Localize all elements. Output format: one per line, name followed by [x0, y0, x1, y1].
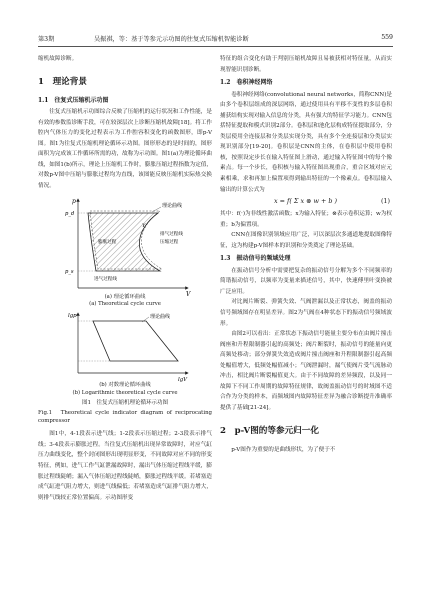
- page-header: [38, 34, 393, 46]
- figure-1: [38, 193, 212, 425]
- subcaption-a-cn: (a) 理论循环曲线: [104, 294, 146, 301]
- plot-a-ps: p_s: [65, 269, 74, 276]
- intro-tail: 缩机故障诊断。: [38, 56, 78, 62]
- paragraph-cnn: 卷积神经网络(convolutional neural networks，简称CNN)是由多个卷积层组成的深层网络，通过使用具有平移不变性的多层卷积捕获结构实现对输入信息的分类，具有强大的特征学习能力。CNN包括特征提取和模式识别2部分。卷积层和池化层构成特征提取部分，分类层使用全连接层和分类层实现分类，具有多个全连接层和分类层实现识别部分[19-20]。卷积层是CNN的主体，在卷积层中使用卷积核，按照设定步长在输入特征图上滑动，通过输入特征图中的每个像素点。每一个步长，卷积核与输入特征图出现重合，重合区域对应元素相乘，求和再加上偏置项得到输出特征的一个像素点。卷积层输入输出的计算公式为: [220, 91, 392, 193]
- plot-a-p-label: p: [72, 198, 76, 206]
- subsection-1-2-heading: 1.2 卷积神经网络: [220, 79, 273, 87]
- paragraph-formula-symbols: 其中：f(·)为非线性激活函数；x为输入特征；⊗表示卷积运算；w为权重；b为偏置项。: [220, 211, 392, 228]
- plot-b-theory-label: 理论曲线: [150, 314, 171, 321]
- issue-number: 第3期: [38, 36, 55, 43]
- figure-1-caption-cn: 图1 往复式压缩机理论循环示功图: [81, 400, 168, 407]
- subcaption-b-en: (b) Logarithmic theoretical cycle curve: [72, 390, 178, 397]
- paragraph-vibration-analysis: 由图2可以看出：正常状态下振动信号能量主要分布在由阀片撞击阀座和升程限制器引起的高频处；阀片断裂时，振动信号的能量向更高频处移动；部分弹簧失效造成阀片撞击阀座和升程限制器引起高频处幅值增大，低频处幅值减小；气阀泄漏时，漏气使阀片受气流脉动冲击，相比阀片断裂幅值更大。由于不同故障的差异频段，以及同一故障下不同工作周期的故障特征规律，故阀盖振动信号的时域图不适合作为分类的样本，而频域图内故障特征差异为融合诊断提升准确率提供了基础[21-24]。: [220, 331, 392, 411]
- plot-a-curve-y: Y: [142, 223, 146, 230]
- plot-a-pd: p_d: [65, 211, 75, 218]
- figure-1-plots: [38, 193, 212, 385]
- paragraph-continuation: 特征的组合变化有助于判别压缩机故障且易被获相对特征量，从而实现智能识别诊断。: [220, 56, 392, 73]
- plot-a-ideal-label: 理论曲线: [162, 203, 183, 210]
- paragraph-cnn-application: CNN在图像识别领域应用广泛，可以深层次多通道地提取图像特征，这为构建p-V图样本的识别和分类奠定了理论基础。: [220, 232, 392, 249]
- header-rule: [38, 46, 393, 47]
- subsection-1-3-heading: 1.3 振动信号的频域处理: [220, 255, 291, 263]
- figure-1-caption-en: Fig.1 Theoretical cycle indicator diagram of reciprocating compressor: [38, 409, 212, 425]
- plot-a-discharge-label: 排气过程线: [160, 232, 183, 238]
- paragraph-fault-curves: 图1中，4-1段表示进气线；1-2段表示压缩过程；2-3段表示排气线；3-4段表示膨胀过程。当往复式压缩机出现异常故障时，对应气缸压力曲线变化，整个封闭图形出现明显形变，不同故障对应不同的形变特征，例如，进气工作气缸泄漏故障时，漏出气体压缩过程线平缓，膨胀过程线陡峭；漏入气体压缩过程线陡峭，膨胀过程线平缓。若堵塞造成气缸进气阻力增大，则进气线偏低；若堵塞造成气缸排气阻力增大，则排气线较正常位置偏高。示功图形变: [38, 431, 212, 501]
- paragraph-vibration-intro: 在振动信号分析中需要把复杂的振动信号分解为多个不同频率的简谐振动信号，以频率为变量来描述信号，其中，快速傅里叶变换被广泛应用。: [220, 267, 392, 295]
- plot-a-expand-label: 膨胀过程: [98, 240, 117, 246]
- paragraph-vibration-states: 对比阀片断裂、弹簧失效、气阀泄漏以及正常状态，阀盖的振动信号频域图存在明显差异。图2为气阀在4种状态下的振动信号频域波形。: [220, 299, 392, 327]
- right-column: [220, 54, 392, 455]
- subcaption-b-cn: (b) 对数理论循环曲线: [99, 382, 151, 389]
- running-title: 吴振祺，等：基于等参元示功图的往复式压缩机智能诊断: [94, 36, 249, 43]
- equation-1: [220, 195, 392, 209]
- equation-1-number: (1): [380, 197, 390, 206]
- plot-a-suction-label: 进气过程线: [94, 277, 117, 283]
- plot-a-v-label: V: [186, 291, 191, 299]
- plot-b-lgv-label: lgV: [178, 377, 188, 384]
- paragraph-section-2: p-V图作为重要的是曲线形状，为了便于不: [231, 446, 336, 453]
- page-number: 559: [381, 34, 393, 41]
- paragraph-indicator-diagram: 往复式压缩机示功图综合反映了压缩机的运行状况和工作性能，是有效的参数监诊断手段，可在较深层次上诊断压缩机故障[18]。将工作腔内气体压力的变化过程表示为工作腔容积变化的函数图形，即p-V图。图1为往复式压缩机理论循环示功图。图形形态的是时间的，图形面积为完成该工作循环所需的功，故称为示功图。图1(a)为理论循环曲线，如图1(b)所示，理论上压缩机工作时，膨胀压缩过程指数为定值，对数p-V图中压缩与膨胀过程均为直线，该图能反映压缩机实际热交换情况。: [38, 109, 212, 189]
- subsection-1-1-heading: 1.1 往复式压缩机示功图: [38, 96, 109, 104]
- plot-a-compress-label: 压缩过程: [160, 240, 179, 246]
- section-2-heading: 2 p-V图的等参元归一化: [220, 425, 319, 436]
- plot-b: [68, 313, 188, 383]
- section-1-heading: 1 理论背景: [38, 76, 87, 87]
- plot-b-cycle: [93, 321, 178, 361]
- equation-1-body: x = f( Σ x ⊗ w + b ): [274, 197, 337, 206]
- plot-a: [65, 198, 191, 298]
- left-column: [38, 54, 212, 503]
- plot-b-lgp-label: lgp: [68, 313, 77, 320]
- subcaption-a-en: (a) Theoretical cycle curve: [89, 301, 161, 308]
